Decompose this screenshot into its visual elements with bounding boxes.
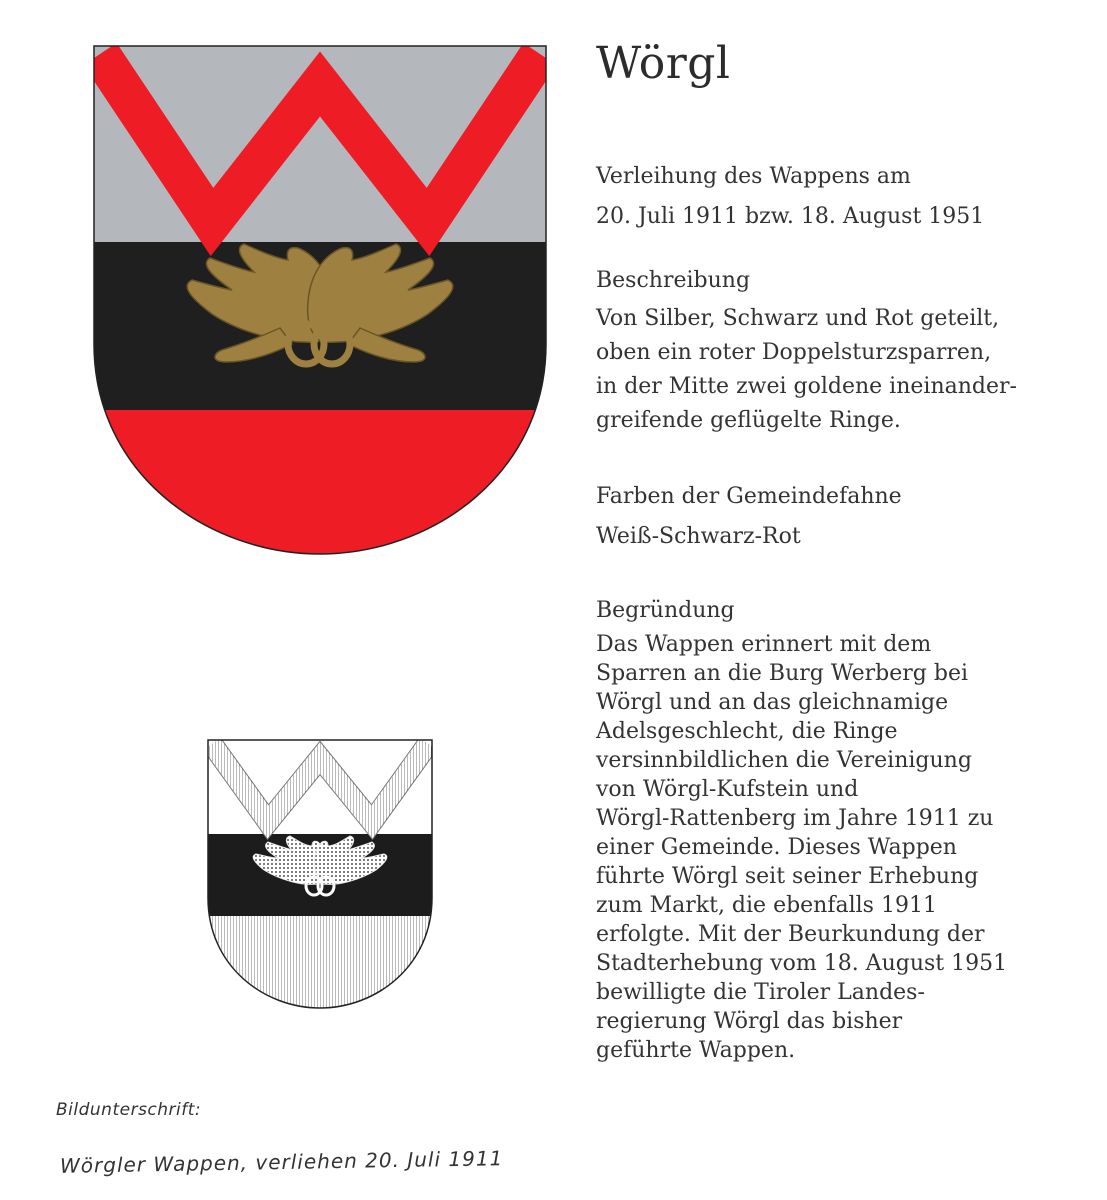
- reason-line: Stadterhebung vom 18. August 1951: [596, 951, 1008, 976]
- handwritten-caption: Wörgler Wappen, verliehen 20. Juli 1911: [59, 1146, 504, 1178]
- reason-line: geführte Wappen.: [596, 1038, 796, 1063]
- description-line: oben ein roter Doppelsturzsparren,: [596, 340, 992, 365]
- description-heading: Beschreibung: [596, 268, 751, 293]
- red-field: [92, 410, 548, 556]
- grant-line: Verleihung des Wappens am: [596, 164, 911, 189]
- coat-of-arms-color: [92, 44, 548, 556]
- description-line: in der Mitte zwei goldene ineinander-: [596, 374, 1017, 399]
- flag-colors: Weiß-Schwarz-Rot: [596, 524, 801, 549]
- grant-line: 20. Juli 1911 bzw. 18. August 1951: [596, 204, 985, 229]
- reason-line: versinnbildlichen die Vereinigung: [596, 748, 972, 773]
- flag-heading: Farben der Gemeindefahne: [596, 484, 902, 509]
- reason-line: Sparren an die Burg Werberg bei: [596, 661, 969, 686]
- handwritten-caption-label: Bildunterschrift:: [56, 1100, 202, 1120]
- reason-line: von Wörgl-Kufstein und: [596, 777, 859, 802]
- reason-line: regierung Wörgl das bisher: [596, 1009, 903, 1034]
- description-section: [596, 264, 1086, 438]
- reason-line: einer Gemeinde. Dieses Wappen: [596, 835, 957, 860]
- reason-line: zum Markt, die ebenfalls 1911: [596, 893, 937, 918]
- coat-of-arms-hatched: [206, 738, 434, 1010]
- reason-heading: Begründung: [596, 598, 735, 623]
- description-line: Von Silber, Schwarz und Rot geteilt,: [596, 306, 1000, 331]
- reason-line: Wörgl und an das gleichnamige: [596, 690, 949, 715]
- flag-section: [596, 480, 1086, 554]
- reason-line: Das Wappen erinnert mit dem: [596, 632, 932, 657]
- page-title: Wörgl: [596, 38, 731, 89]
- grant-section: [596, 160, 1086, 234]
- text-column: [596, 36, 1086, 1065]
- reason-line: Adelsgeschlecht, die Ringe: [596, 719, 898, 744]
- reason-line: bewilligte die Tiroler Landes-: [596, 980, 925, 1005]
- reason-line: erfolgte. Mit der Beurkundung der: [596, 922, 985, 947]
- reason-section: [596, 594, 1086, 1065]
- reason-line: Wörgl-Rattenberg im Jahre 1911 zu: [596, 806, 994, 831]
- description-line: greifende geflügelte Ringe.: [596, 408, 901, 433]
- reason-line: führte Wörgl seit seiner Erhebung: [596, 864, 979, 889]
